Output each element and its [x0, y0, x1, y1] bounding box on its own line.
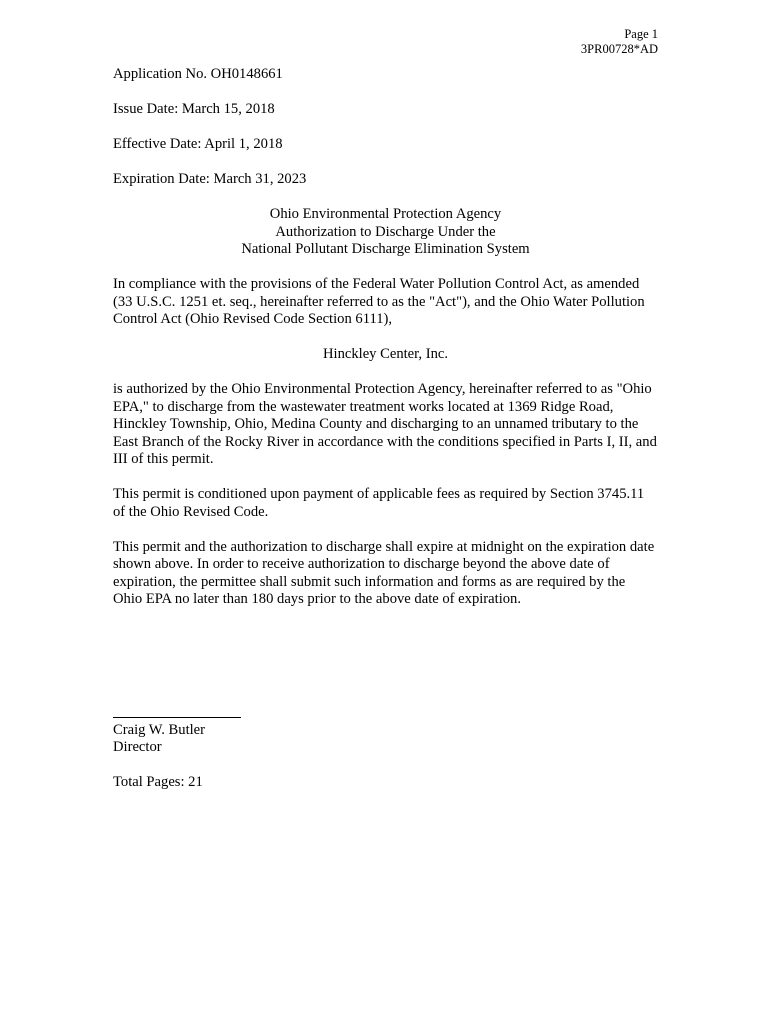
document-title [113, 206, 658, 259]
page-header [581, 27, 658, 57]
title-system: National Pollutant Discharge Elimination System [241, 241, 530, 257]
permittee-name: Hinckley Center, Inc. [322, 346, 449, 362]
document-code: 3PR00728*AD [580, 42, 658, 56]
expiration-date: Expiration Date: March 31, 2023 [113, 171, 307, 187]
compliance-paragraph: In compliance with the provisions of the Federal Water Pollution Control Act, as amended (33 U.S.C. 1251 et. seq., hereinafter referred to as the "Act"), and the Ohio Water Pollution Control Act (Ohio Revised Code Section 6111), [113, 276, 645, 327]
document-body [113, 66, 658, 792]
expiration-paragraph: This permit and the authorization to discharge shall expire at midnight on the expiration date shown above. In order to receive authorization to discharge beyond the above date of expiration, the permittee shall submit such information and forms as are required by the Ohio EPA no later than 180 days prior to the above date of expiration. [113, 538, 655, 607]
title-authorization: Authorization to Discharge Under the [275, 223, 496, 240]
page-number: Page 1 [624, 27, 658, 41]
authorization-paragraph: is authorized by the Ohio Environmental Protection Agency, hereinafter referred to as "Ohio EPA," to discharge from the wastewater treatment works located at 1369 Ridge Road, Hinckley Township, Ohio, Medina County and discharging to an unnamed tributary to the East Branch of the Rocky River in accordance with the conditions specified in Parts I, II, and III of this permit. [113, 381, 657, 467]
issue-date: Issue Date: March 15, 2018 [113, 101, 275, 117]
title-agency: Ohio Environmental Protection Agency [269, 206, 502, 222]
signature-line [113, 717, 241, 718]
signatory-title: Director [113, 739, 162, 755]
effective-date: Effective Date: April 1, 2018 [113, 136, 283, 152]
signatory-name: Craig W. Butler [113, 721, 206, 738]
total-pages: Total Pages: 21 [113, 774, 203, 790]
application-number: Application No. OH0148661 [113, 66, 283, 82]
fees-paragraph: This permit is conditioned upon payment of applicable fees as required by Section 3745.11 of the Ohio Revised Code. [113, 486, 645, 520]
